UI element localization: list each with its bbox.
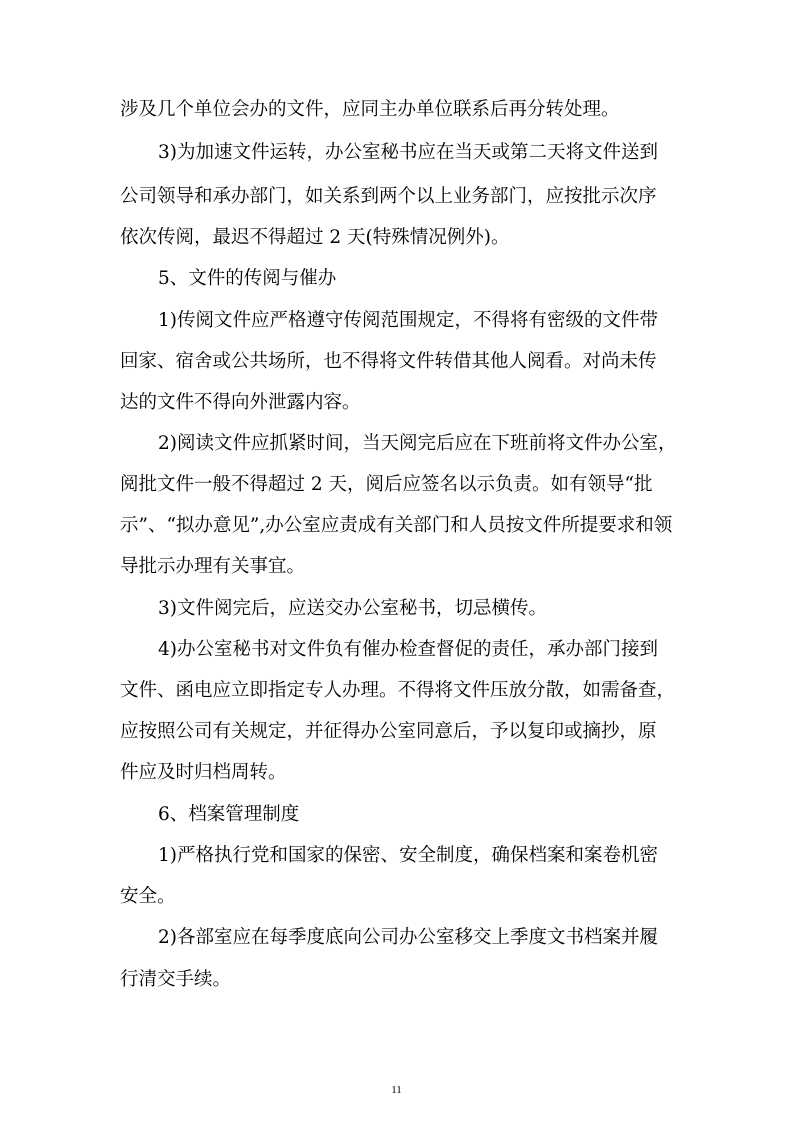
text-line: 行清交手续。 xyxy=(120,969,232,990)
text-line: 示”、“拟办意见”,办公室应责成有关部门和人员按文件所提要求和领 xyxy=(120,515,673,536)
text-line: 件应及时归档周转。 xyxy=(120,762,287,783)
section-heading: 6、档案管理制度 xyxy=(158,804,300,825)
text-line: 4)办公室秘书对文件负有催办检查督促的责任，承办部门接到 xyxy=(158,639,658,660)
text-line: 回家、宿舍或公共场所，也不得将文件转借其他人阅看。对尚未传 xyxy=(120,351,657,372)
text-line: 应按照公司有关规定，并征得办公室同意后，予以复印或摘抄，原 xyxy=(120,721,657,742)
section-heading: 5、文件的传阅与催办 xyxy=(158,268,337,289)
text-line: 文件、函电应立即指定专人办理。不得将文件压放分散，如需备查， xyxy=(120,680,676,701)
text-line: 阅批文件一般不得超过 2 天，阅后应签名以示负责。如有领导“批 xyxy=(120,474,653,495)
text-line: 3)为加速文件运转，办公室秘书应在当天或第二天将文件送到 xyxy=(158,142,658,163)
text-line: 安全。 xyxy=(120,886,176,907)
text-line: 导批示办理有关事宜。 xyxy=(120,556,306,577)
text-line: 依次传阅，最迟不得超过 2 天(特殊情况例外)。 xyxy=(120,227,510,248)
text-line: 涉及几个单位会办的文件，应同主办单位联系后再分转处理。 xyxy=(120,99,620,120)
text-line: 2)阅读文件应抓紧时间，当天阅完后应在下班前将文件办公室， xyxy=(158,433,677,454)
text-line: 1)传阅文件应严格遵守传阅范围规定，不得将有密级的文件带 xyxy=(158,310,658,331)
text-line: 2)各部室应在每季度底向公司办公室移交上季度文书档案并履 xyxy=(158,927,658,948)
text-line: 达的文件不得向外泄露内容。 xyxy=(120,392,361,413)
text-line: 3)文件阅完后，应送交办公室秘书，切忌横传。 xyxy=(158,598,547,619)
text-line: 1)严格执行党和国家的保密、安全制度，确保档案和案卷机密 xyxy=(158,845,658,866)
text-line: 公司领导和承办部门，如关系到两个以上业务部门，应按批示次序 xyxy=(120,186,657,207)
page-number: 11 xyxy=(391,1084,402,1096)
